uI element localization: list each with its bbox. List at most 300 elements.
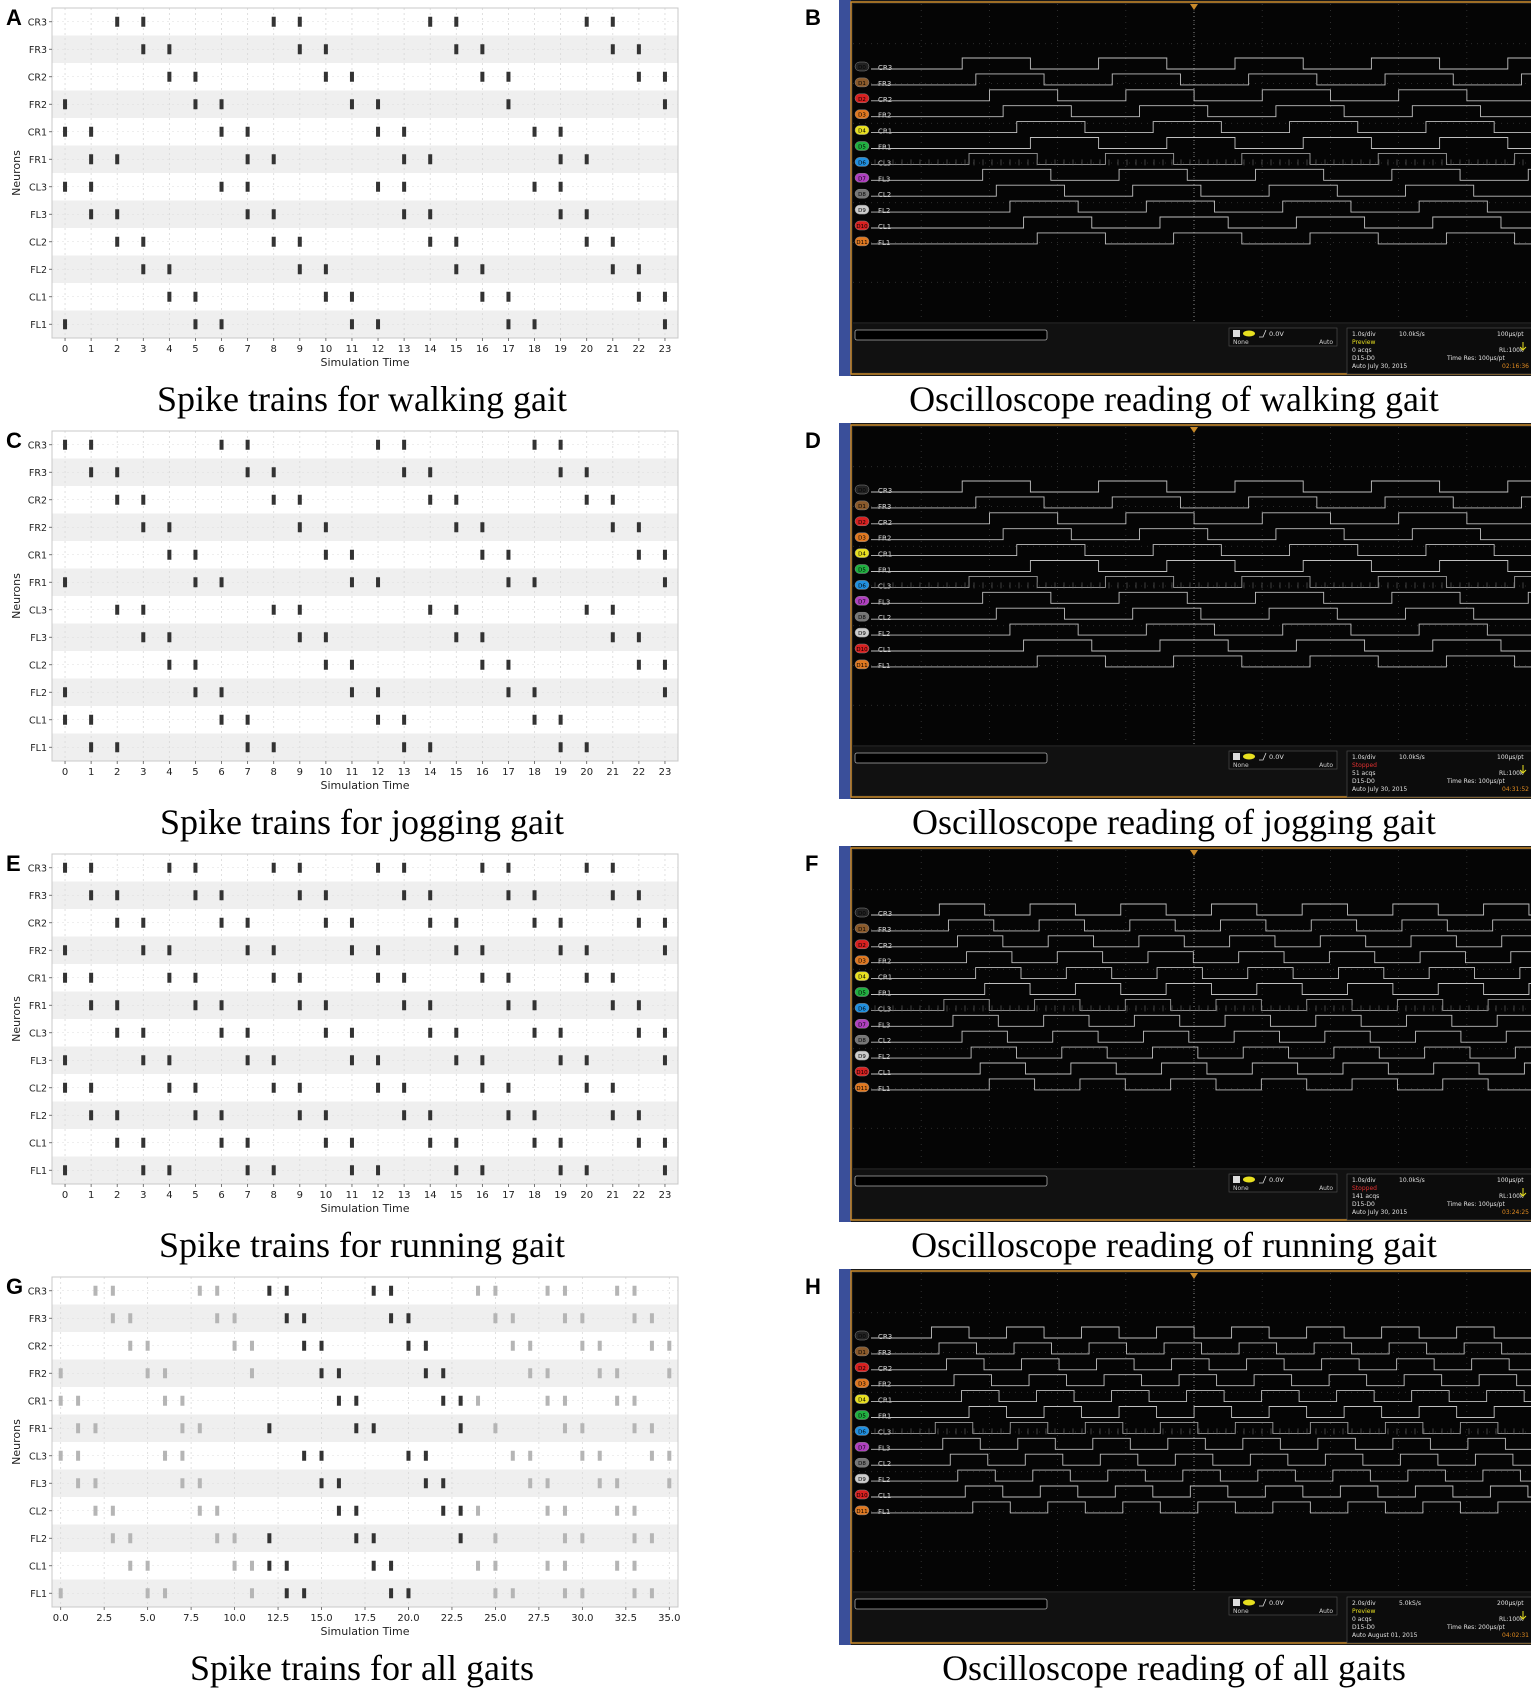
scope-side-strip: [839, 423, 851, 799]
y-tick-label: FR3: [28, 890, 47, 902]
y-tick-label: FR1: [28, 577, 47, 589]
x-tick-label: 8: [270, 767, 277, 778]
scope-side-strip: [839, 846, 851, 1222]
trigger-a-icon: [1233, 753, 1240, 760]
spike-mark: [220, 99, 224, 109]
spike-mark-faint: [633, 1561, 637, 1571]
record-length: RL:100k: [1499, 1616, 1524, 1623]
spike-mark: [298, 1110, 302, 1120]
spike-mark: [141, 605, 145, 615]
clock-time: 02:16:36: [1502, 363, 1529, 370]
trigger-level: 0.0V: [1269, 753, 1284, 761]
spike-mark: [402, 154, 406, 164]
row-band: [52, 514, 678, 542]
spike-mark: [167, 292, 171, 302]
spike-mark: [63, 182, 67, 192]
channel-badge-label: D7: [858, 1445, 866, 1452]
spike-mark: [402, 973, 406, 983]
spike-mark: [585, 17, 589, 27]
channel-label: FL3: [878, 1444, 891, 1453]
x-tick-label: 4: [166, 344, 173, 355]
spike-mark: [376, 715, 380, 725]
spike-mark-faint: [146, 1341, 150, 1351]
channel-badge-label: D6: [858, 1429, 866, 1436]
x-tick-label: 16: [476, 767, 489, 778]
y-tick-label: CR1: [27, 127, 47, 139]
channel-badge-label: D2: [858, 519, 866, 526]
trigger-mode-left: None: [1233, 762, 1249, 769]
channel-label: FR2: [878, 111, 892, 120]
spike-mark: [454, 495, 458, 505]
spike-mark-faint: [615, 1286, 619, 1296]
x-tick-label: 0: [61, 344, 69, 355]
y-tick-label: FL2: [30, 1533, 47, 1545]
spike-mark: [141, 44, 145, 54]
spike-mark: [637, 918, 641, 928]
spike-mark: [406, 1341, 410, 1351]
spike-mark-faint: [563, 1396, 567, 1406]
spike-mark: [193, 292, 197, 302]
channel-label: FL2: [878, 1476, 891, 1485]
spike-mark: [272, 1055, 276, 1065]
spike-mark: [480, 1165, 484, 1175]
x-tick-label: 11: [345, 767, 359, 778]
spike-mark: [376, 945, 380, 955]
spike-mark: [298, 973, 302, 983]
x-tick-label: 22: [632, 1190, 646, 1201]
digital-channels: D15-D0: [1352, 355, 1375, 362]
spike-mark: [63, 973, 67, 983]
spike-mark: [372, 1286, 376, 1296]
spike-mark-faint: [215, 1533, 219, 1543]
spike-mark: [302, 1341, 306, 1351]
spike-mark-faint: [528, 1451, 532, 1461]
spike-mark: [320, 1341, 324, 1351]
spike-mark: [428, 495, 432, 505]
spike-mark: [89, 154, 93, 164]
channel-badge-label: D2: [858, 1365, 866, 1372]
spike-mark-faint: [650, 1313, 654, 1323]
channel-badge-label: D11: [856, 239, 868, 246]
record-length: RL:100k: [1499, 1193, 1524, 1200]
trigger-source-icon: [1243, 1177, 1255, 1183]
spike-mark: [89, 209, 93, 219]
x-tick-label: 11: [345, 1190, 359, 1201]
spike-mark-faint: [59, 1396, 63, 1406]
spike-mark: [372, 1561, 376, 1571]
mode-date: Auto July 30, 2015: [1352, 363, 1408, 370]
spike-mark: [246, 440, 250, 450]
time-resolution: Time Res: 100µs/pt: [1447, 355, 1505, 362]
spike-mark: [585, 742, 589, 752]
spike-mark: [506, 1083, 510, 1093]
spike-mark: [298, 17, 302, 27]
spike-mark-faint: [563, 1588, 567, 1598]
spike-mark: [454, 1055, 458, 1065]
channel-badge-label: D0: [858, 65, 866, 71]
spike-mark: [585, 973, 589, 983]
spike-mark: [480, 522, 484, 532]
channel-badge-label: D9: [858, 1477, 866, 1484]
spike-mark-faint: [546, 1396, 550, 1406]
spike-mark: [89, 1000, 93, 1010]
spike-mark: [272, 945, 276, 955]
spike-mark-faint: [633, 1423, 637, 1433]
spike-mark: [663, 577, 667, 587]
x-tick-label: 7: [244, 767, 251, 778]
spike-mark: [480, 550, 484, 560]
spike-mark: [637, 632, 641, 642]
spike-mark: [402, 863, 406, 873]
spike-mark: [337, 1396, 341, 1406]
spike-mark-faint: [76, 1451, 80, 1461]
spike-mark-faint: [146, 1561, 150, 1571]
panel-letter-A: A: [6, 5, 22, 30]
spike-mark: [376, 319, 380, 329]
spike-mark: [324, 1028, 328, 1038]
spike-mark: [389, 1286, 393, 1296]
spike-mark: [402, 209, 406, 219]
y-tick-label: FL1: [30, 1165, 47, 1177]
spike-mark: [402, 1000, 406, 1010]
y-tick-label: FL3: [30, 1478, 47, 1490]
spike-mark-faint: [215, 1506, 219, 1516]
spike-mark-faint: [580, 1423, 584, 1433]
channel-badge-label: D4: [858, 974, 866, 981]
scope-side-strip: [839, 1269, 851, 1645]
spike-mark: [246, 1165, 250, 1175]
x-tick-label: 19: [554, 1190, 567, 1201]
spike-mark: [428, 237, 432, 247]
record-length: RL:100k: [1499, 347, 1524, 354]
x-tick-label: 13: [397, 767, 411, 778]
spike-mark: [63, 863, 67, 873]
spike-mark-faint: [493, 1588, 497, 1598]
channel-label: CR3: [878, 1333, 893, 1341]
spike-mark: [350, 72, 354, 82]
channel-badge-label: D0: [858, 1334, 866, 1340]
spike-mark: [663, 918, 667, 928]
channel-badge-label: D1: [858, 1349, 866, 1356]
y-tick-label: FL1: [30, 319, 47, 331]
spike-mark: [324, 522, 328, 532]
timebase: 1.0s/div: [1352, 331, 1376, 338]
spike-mark-faint: [563, 1506, 567, 1516]
row-band: [52, 569, 678, 597]
x-tick-label: 10: [319, 1190, 333, 1201]
spike-mark: [63, 1055, 67, 1065]
spike-mark: [246, 715, 250, 725]
spike-mark-faint: [493, 1313, 497, 1323]
spike-mark: [350, 550, 354, 560]
spike-mark: [285, 1561, 289, 1571]
spike-mark-faint: [528, 1368, 532, 1378]
spike-mark: [559, 1165, 563, 1175]
spike-mark: [115, 467, 119, 477]
spike-mark: [115, 17, 119, 27]
spike-mark: [193, 99, 197, 109]
spike-raster-chart: [0, 1269, 700, 1641]
channel-label: FR3: [878, 1348, 892, 1357]
channel-badge-label: D2: [858, 942, 866, 949]
spike-mark: [428, 154, 432, 164]
spike-mark: [63, 440, 67, 450]
x-tick-label: 1: [87, 767, 95, 778]
spike-mark-faint: [546, 1561, 550, 1571]
spike-mark-faint: [180, 1478, 184, 1488]
y-tick-label: FR3: [28, 467, 47, 479]
spike-mark: [285, 1286, 289, 1296]
y-tick-label: FL3: [30, 209, 47, 221]
spike-mark: [372, 1533, 376, 1543]
spike-mark: [376, 1083, 380, 1093]
channel-label: FL3: [878, 1021, 891, 1030]
panel-D: [800, 423, 1531, 846]
spike-mark-faint: [163, 1396, 167, 1406]
spike-mark: [141, 495, 145, 505]
spike-mark: [663, 292, 667, 302]
spike-mark: [611, 237, 615, 247]
spike-mark-faint: [476, 1506, 480, 1516]
spike-mark-faint: [128, 1561, 132, 1571]
spike-mark: [637, 550, 641, 560]
spike-mark: [272, 209, 276, 219]
spike-mark: [246, 154, 250, 164]
spike-mark: [324, 1000, 328, 1010]
x-tick-label: 9: [296, 767, 303, 778]
x-tick-label: 25.0: [484, 1613, 507, 1624]
x-tick-label: 9: [296, 344, 303, 355]
y-tick-label: FL1: [30, 1588, 47, 1600]
spike-mark: [246, 1138, 250, 1148]
spike-mark: [246, 182, 250, 192]
spike-mark: [220, 687, 224, 697]
y-axis-label: Neurons: [10, 150, 23, 196]
oscilloscope-screen: [839, 0, 1531, 376]
spike-mark: [424, 1341, 428, 1351]
spike-mark: [337, 1506, 341, 1516]
spike-mark: [272, 17, 276, 27]
resolution: 100µs/pt: [1497, 1177, 1524, 1184]
spike-mark-faint: [493, 1286, 497, 1296]
spike-mark: [324, 890, 328, 900]
spike-mark-faint: [233, 1561, 237, 1571]
spike-mark: [63, 1083, 67, 1093]
spike-mark: [267, 1561, 271, 1571]
y-tick-label: CR1: [27, 550, 47, 562]
spike-mark: [611, 264, 615, 274]
x-tick-label: 17: [502, 1190, 515, 1201]
spike-mark: [533, 918, 537, 928]
panel-H: [800, 1269, 1531, 1692]
spike-mark-faint: [650, 1588, 654, 1598]
channel-label: CL2: [878, 1460, 892, 1469]
trigger-mode-right: Auto: [1319, 1608, 1333, 1615]
spike-mark: [376, 577, 380, 587]
x-tick-label: 8: [270, 1190, 277, 1201]
spike-mark-faint: [598, 1478, 602, 1488]
trigger-mode-left: None: [1233, 339, 1249, 346]
spike-mark: [454, 237, 458, 247]
spike-mark: [402, 467, 406, 477]
trigger-a-icon: [1233, 330, 1240, 337]
spike-mark: [663, 1165, 667, 1175]
trigger-source-icon: [1243, 331, 1255, 337]
spike-mark: [402, 182, 406, 192]
spike-mark: [141, 264, 145, 274]
spike-mark: [167, 1055, 171, 1065]
channel-badge-label: D3: [858, 535, 866, 542]
spike-mark-faint: [250, 1341, 254, 1351]
spike-mark-faint: [615, 1506, 619, 1516]
channel-badge-label: D10: [856, 224, 868, 230]
channel-label: FR2: [878, 957, 892, 966]
spike-mark: [637, 264, 641, 274]
x-tick-label: 9: [296, 1190, 303, 1201]
spike-mark-faint: [163, 1451, 167, 1461]
spike-mark-faint: [633, 1396, 637, 1406]
x-tick-label: 12: [371, 344, 385, 355]
spike-mark: [480, 973, 484, 983]
spike-mark: [611, 522, 615, 532]
spike-mark: [428, 467, 432, 477]
spike-mark: [354, 1396, 358, 1406]
spike-mark: [637, 1110, 641, 1120]
spike-mark: [272, 605, 276, 615]
spike-mark-faint: [198, 1478, 202, 1488]
x-tick-label: 12: [371, 1190, 385, 1201]
x-tick-label: 6: [218, 344, 225, 355]
spike-mark-faint: [128, 1341, 132, 1351]
spike-mark: [193, 72, 197, 82]
spike-mark: [611, 1000, 615, 1010]
x-tick-label: 15: [449, 1190, 463, 1201]
spike-mark: [89, 863, 93, 873]
resolution: 100µs/pt: [1497, 331, 1524, 338]
spike-mark: [559, 715, 563, 725]
spike-mark: [389, 1313, 393, 1323]
spike-mark-faint: [563, 1423, 567, 1433]
x-tick-label: 4: [166, 1190, 173, 1201]
spike-mark-faint: [563, 1533, 567, 1543]
spike-mark: [220, 1138, 224, 1148]
spike-mark: [559, 209, 563, 219]
spike-mark: [559, 467, 563, 477]
spike-mark: [506, 1110, 510, 1120]
spike-mark-faint: [598, 1451, 602, 1461]
x-tick-label: 30.0: [571, 1613, 594, 1624]
oscilloscope-screen: [839, 1269, 1531, 1645]
y-axis-label: Neurons: [10, 996, 23, 1042]
spike-mark: [89, 127, 93, 137]
spike-mark: [376, 127, 380, 137]
spike-mark-faint: [59, 1368, 63, 1378]
spike-mark: [506, 863, 510, 873]
channel-label: CR2: [878, 518, 893, 527]
spike-mark-faint: [511, 1313, 515, 1323]
spike-mark: [559, 440, 563, 450]
y-tick-label: CL2: [29, 1083, 47, 1095]
acquisition-state: Stopped: [1352, 762, 1377, 769]
channel-badge-label: D5: [858, 144, 866, 151]
spike-mark: [533, 1110, 537, 1120]
spike-mark: [637, 292, 641, 302]
panel-letter-B: B: [805, 5, 821, 30]
spike-mark: [402, 440, 406, 450]
channel-label: FR3: [878, 79, 892, 88]
trigger-level: 0.0V: [1269, 1599, 1284, 1607]
y-tick-label: FL1: [30, 742, 47, 754]
channel-label: CL1: [878, 223, 892, 231]
y-tick-label: FR2: [28, 945, 47, 957]
channel-badge-label: D9: [858, 1054, 866, 1061]
spike-mark: [480, 1083, 484, 1093]
spike-mark: [324, 292, 328, 302]
x-tick-label: 8: [270, 344, 277, 355]
channel-label: FL1: [878, 661, 891, 670]
spike-mark-faint: [59, 1588, 63, 1598]
channel-badge-label: D9: [858, 208, 866, 215]
spike-mark-faint: [146, 1368, 150, 1378]
spike-mark: [506, 550, 510, 560]
spike-mark-faint: [180, 1423, 184, 1433]
spike-mark: [533, 1028, 537, 1038]
spike-mark: [220, 715, 224, 725]
time-resolution: Time Res: 200µs/pt: [1447, 1624, 1505, 1631]
y-tick-label: FL2: [30, 264, 47, 276]
spike-mark-faint: [111, 1313, 115, 1323]
x-tick-label: 10: [319, 767, 333, 778]
spike-mark: [63, 945, 67, 955]
spike-mark-faint: [615, 1478, 619, 1488]
spike-mark: [585, 1165, 589, 1175]
spike-mark: [350, 1055, 354, 1065]
x-tick-label: 7: [244, 344, 251, 355]
x-tick-label: 35.0: [658, 1613, 681, 1624]
spike-mark: [298, 632, 302, 642]
spike-raster-chart: [0, 0, 700, 372]
spike-mark: [350, 687, 354, 697]
spike-mark: [272, 742, 276, 752]
panel-B: [800, 0, 1531, 423]
spike-mark-faint: [163, 1368, 167, 1378]
spike-mark-faint: [76, 1478, 80, 1488]
spike-mark: [89, 1083, 93, 1093]
spike-mark-faint: [667, 1341, 671, 1351]
spike-mark: [428, 605, 432, 615]
spike-mark: [141, 1055, 145, 1065]
y-tick-label: FR3: [28, 1313, 47, 1325]
spike-mark: [480, 264, 484, 274]
spike-mark: [533, 127, 537, 137]
spike-mark: [167, 44, 171, 54]
channel-badge-label: D7: [858, 599, 866, 606]
spike-mark: [585, 605, 589, 615]
channel-badge-label: D6: [858, 583, 866, 590]
x-tick-label: 17: [502, 344, 515, 355]
spike-mark: [402, 742, 406, 752]
spike-mark: [324, 632, 328, 642]
spike-mark: [533, 687, 537, 697]
channel-badge-label: D5: [858, 990, 866, 997]
spike-mark: [376, 99, 380, 109]
x-tick-label: 10: [319, 344, 333, 355]
trigger-mode-left: None: [1233, 1608, 1249, 1615]
trigger-level: 0.0V: [1269, 330, 1284, 338]
spike-mark: [506, 973, 510, 983]
y-tick-label: CL3: [29, 1451, 47, 1463]
spike-mark-faint: [580, 1313, 584, 1323]
